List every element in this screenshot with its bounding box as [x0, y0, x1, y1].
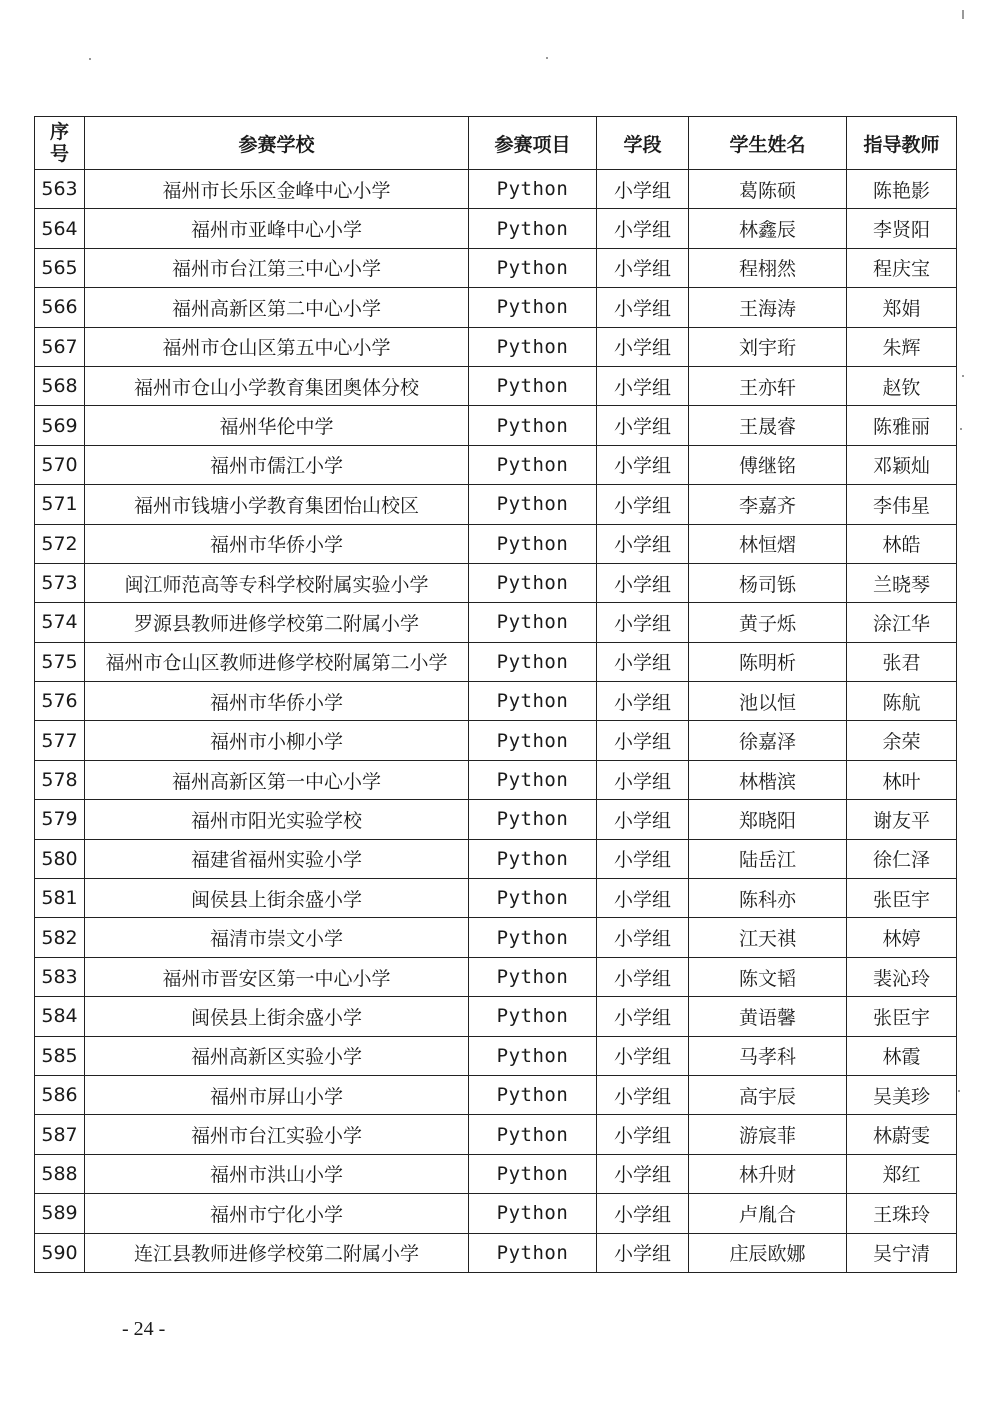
cell-project: Python — [469, 248, 597, 287]
table-row — [35, 563, 957, 602]
cell-student: 傅继铭 — [689, 445, 847, 484]
cell-student: 高宇辰 — [689, 1075, 847, 1114]
cell-teacher: 吴美珍 — [847, 1075, 957, 1114]
header-teacher: 指导教师 — [847, 117, 957, 170]
cell-seq: 578 — [35, 760, 85, 799]
cell-teacher: 张臣宇 — [847, 997, 957, 1036]
cell-project: Python — [469, 524, 597, 563]
cell-stage: 小学组 — [597, 563, 689, 602]
table-row — [35, 603, 957, 642]
cell-school: 福州高新区第一中心小学 — [85, 760, 469, 799]
cell-teacher: 林婷 — [847, 918, 957, 957]
cell-project: Python — [469, 485, 597, 524]
cell-school: 福州市台江第三中心小学 — [85, 248, 469, 287]
cell-project: Python — [469, 682, 597, 721]
cell-stage: 小学组 — [597, 406, 689, 445]
cell-seq: 575 — [35, 642, 85, 681]
table-row — [35, 1233, 957, 1272]
cell-stage: 小学组 — [597, 170, 689, 209]
cell-school: 福州市华侨小学 — [85, 524, 469, 563]
cell-student: 江天祺 — [689, 918, 847, 957]
cell-school: 福州高新区第二中心小学 — [85, 288, 469, 327]
cell-project: Python — [469, 839, 597, 878]
cell-teacher: 赵钦 — [847, 366, 957, 405]
table-row — [35, 209, 957, 248]
cell-school: 福州市晋安区第一中心小学 — [85, 957, 469, 996]
table-row — [35, 1115, 957, 1154]
table-row — [35, 485, 957, 524]
cell-student: 陈文韬 — [689, 957, 847, 996]
cell-stage: 小学组 — [597, 524, 689, 563]
cell-teacher: 涂江华 — [847, 603, 957, 642]
cell-student: 王亦轩 — [689, 366, 847, 405]
cell-project: Python — [469, 1233, 597, 1272]
cell-seq: 565 — [35, 248, 85, 287]
table-row — [35, 682, 957, 721]
table-row — [35, 524, 957, 563]
cell-school: 福州市仓山区教师进修学校附属第二小学 — [85, 642, 469, 681]
cell-seq: 583 — [35, 957, 85, 996]
cell-student: 陈科亦 — [689, 879, 847, 918]
cell-project: Python — [469, 288, 597, 327]
cell-student: 游宸菲 — [689, 1115, 847, 1154]
table-body — [35, 170, 957, 1273]
table-row — [35, 918, 957, 957]
cell-student: 林升财 — [689, 1154, 847, 1193]
header-student: 学生姓名 — [689, 117, 847, 170]
scan-speck — [960, 428, 962, 430]
cell-seq: 574 — [35, 603, 85, 642]
cell-school: 福州市长乐区金峰中心小学 — [85, 170, 469, 209]
cell-school: 福州市仓山小学教育集团奥体分校 — [85, 366, 469, 405]
cell-school: 福建省福州实验小学 — [85, 839, 469, 878]
table-row — [35, 839, 957, 878]
cell-school: 福州市屏山小学 — [85, 1075, 469, 1114]
cell-stage: 小学组 — [597, 1036, 689, 1075]
header-stage: 学段 — [597, 117, 689, 170]
cell-school: 福州市华侨小学 — [85, 682, 469, 721]
header-project: 参赛项目 — [469, 117, 597, 170]
cell-teacher: 徐仁泽 — [847, 839, 957, 878]
cell-teacher: 陈航 — [847, 682, 957, 721]
cell-seq: 576 — [35, 682, 85, 721]
cell-stage: 小学组 — [597, 1154, 689, 1193]
cell-project: Python — [469, 721, 597, 760]
table-row — [35, 366, 957, 405]
table-row — [35, 248, 957, 287]
cell-seq: 579 — [35, 800, 85, 839]
cell-seq: 567 — [35, 327, 85, 366]
scan-speck — [962, 375, 964, 377]
cell-stage: 小学组 — [597, 288, 689, 327]
cell-teacher: 谢友平 — [847, 800, 957, 839]
cell-seq: 588 — [35, 1154, 85, 1193]
cell-stage: 小学组 — [597, 918, 689, 957]
table-row — [35, 1036, 957, 1075]
cell-school: 闽侯县上街余盛小学 — [85, 879, 469, 918]
cell-stage: 小学组 — [597, 839, 689, 878]
cell-student: 陈明析 — [689, 642, 847, 681]
table-row — [35, 445, 957, 484]
cell-school: 罗源县教师进修学校第二附属小学 — [85, 603, 469, 642]
cell-teacher: 裴沁玲 — [847, 957, 957, 996]
cell-stage: 小学组 — [597, 209, 689, 248]
cell-school: 福州市宁化小学 — [85, 1194, 469, 1233]
cell-project: Python — [469, 563, 597, 602]
header-seq-line1: 序 — [49, 121, 69, 143]
cell-seq: 587 — [35, 1115, 85, 1154]
cell-school: 福州市阳光实验学校 — [85, 800, 469, 839]
header-row — [35, 117, 957, 170]
cell-teacher: 程庆宝 — [847, 248, 957, 287]
cell-stage: 小学组 — [597, 997, 689, 1036]
cell-seq: 570 — [35, 445, 85, 484]
cell-project: Python — [469, 760, 597, 799]
cell-student: 黄语馨 — [689, 997, 847, 1036]
cell-school: 福州市亚峰中心小学 — [85, 209, 469, 248]
cell-student: 池以恒 — [689, 682, 847, 721]
cell-project: Python — [469, 406, 597, 445]
cell-project: Python — [469, 957, 597, 996]
cell-teacher: 张臣宇 — [847, 879, 957, 918]
cell-project: Python — [469, 366, 597, 405]
cell-student: 庄辰欧娜 — [689, 1233, 847, 1272]
cell-teacher: 陈雅丽 — [847, 406, 957, 445]
cell-teacher: 郑红 — [847, 1154, 957, 1193]
cell-seq: 568 — [35, 366, 85, 405]
table-row — [35, 760, 957, 799]
cell-seq: 573 — [35, 563, 85, 602]
cell-school: 闽江师范高等专科学校附属实验小学 — [85, 563, 469, 602]
cell-student: 刘宇珩 — [689, 327, 847, 366]
cell-project: Python — [469, 603, 597, 642]
cell-school: 福州市洪山小学 — [85, 1154, 469, 1193]
cell-project: Python — [469, 209, 597, 248]
cell-project: Python — [469, 1194, 597, 1233]
table-row — [35, 957, 957, 996]
cell-stage: 小学组 — [597, 1233, 689, 1272]
cell-student: 陆岳江 — [689, 839, 847, 878]
cell-student: 徐嘉泽 — [689, 721, 847, 760]
cell-project: Python — [469, 1154, 597, 1193]
cell-teacher: 王珠玲 — [847, 1194, 957, 1233]
cell-student: 王海涛 — [689, 288, 847, 327]
cell-stage: 小学组 — [597, 800, 689, 839]
table-row — [35, 288, 957, 327]
cell-school: 连江县教师进修学校第二附属小学 — [85, 1233, 469, 1272]
cell-teacher: 林蔚雯 — [847, 1115, 957, 1154]
cell-student: 杨司铄 — [689, 563, 847, 602]
cell-seq: 582 — [35, 918, 85, 957]
scan-edge-mark — [962, 10, 964, 19]
cell-stage: 小学组 — [597, 1115, 689, 1154]
cell-seq: 589 — [35, 1194, 85, 1233]
table-row — [35, 642, 957, 681]
cell-stage: 小学组 — [597, 1075, 689, 1114]
cell-stage: 小学组 — [597, 642, 689, 681]
table-row — [35, 327, 957, 366]
cell-student: 王晟睿 — [689, 406, 847, 445]
cell-stage: 小学组 — [597, 760, 689, 799]
cell-seq: 586 — [35, 1075, 85, 1114]
scan-speck — [89, 58, 91, 60]
cell-stage: 小学组 — [597, 485, 689, 524]
cell-seq: 584 — [35, 997, 85, 1036]
cell-project: Python — [469, 445, 597, 484]
cell-seq: 580 — [35, 839, 85, 878]
cell-project: Python — [469, 327, 597, 366]
cell-teacher: 兰晓琴 — [847, 563, 957, 602]
cell-stage: 小学组 — [597, 879, 689, 918]
cell-school: 福州市仓山区第五中心小学 — [85, 327, 469, 366]
cell-student: 郑晓阳 — [689, 800, 847, 839]
cell-teacher: 林皓 — [847, 524, 957, 563]
cell-stage: 小学组 — [597, 603, 689, 642]
cell-school: 闽侯县上街余盛小学 — [85, 997, 469, 1036]
table-row — [35, 721, 957, 760]
cell-project: Python — [469, 918, 597, 957]
cell-teacher: 吴宁清 — [847, 1233, 957, 1272]
cell-school: 福州华伦中学 — [85, 406, 469, 445]
cell-seq: 569 — [35, 406, 85, 445]
cell-stage: 小学组 — [597, 1194, 689, 1233]
cell-teacher: 林叶 — [847, 760, 957, 799]
table-row — [35, 1194, 957, 1233]
cell-teacher: 邓颖灿 — [847, 445, 957, 484]
table-row — [35, 406, 957, 445]
cell-stage: 小学组 — [597, 957, 689, 996]
cell-seq: 563 — [35, 170, 85, 209]
cell-teacher: 李伟星 — [847, 485, 957, 524]
cell-school: 福州市儒江小学 — [85, 445, 469, 484]
cell-project: Python — [469, 800, 597, 839]
cell-project: Python — [469, 642, 597, 681]
cell-school: 福州市小柳小学 — [85, 721, 469, 760]
cell-project: Python — [469, 1036, 597, 1075]
cell-teacher: 郑娟 — [847, 288, 957, 327]
table-row — [35, 1154, 957, 1193]
cell-student: 马孝科 — [689, 1036, 847, 1075]
cell-stage: 小学组 — [597, 327, 689, 366]
page-number: - 24 - — [122, 1318, 166, 1340]
cell-stage: 小学组 — [597, 721, 689, 760]
cell-student: 林鑫辰 — [689, 209, 847, 248]
header-school: 参赛学校 — [85, 117, 469, 170]
cell-school: 福州市台江实验小学 — [85, 1115, 469, 1154]
cell-school: 福州高新区实验小学 — [85, 1036, 469, 1075]
cell-stage: 小学组 — [597, 248, 689, 287]
cell-teacher: 张君 — [847, 642, 957, 681]
cell-school: 福州市钱塘小学教育集团怡山校区 — [85, 485, 469, 524]
cell-student: 黄子烁 — [689, 603, 847, 642]
cell-project: Python — [469, 997, 597, 1036]
cell-teacher: 余荣 — [847, 721, 957, 760]
table-row — [35, 879, 957, 918]
cell-seq: 566 — [35, 288, 85, 327]
results-table — [34, 116, 957, 1273]
cell-student: 李嘉齐 — [689, 485, 847, 524]
table-row — [35, 997, 957, 1036]
cell-seq: 590 — [35, 1233, 85, 1272]
header-seq-line2: 号 — [49, 143, 69, 165]
cell-teacher: 林霞 — [847, 1036, 957, 1075]
cell-project: Python — [469, 1075, 597, 1114]
table-row — [35, 1075, 957, 1114]
cell-student: 卢胤合 — [689, 1194, 847, 1233]
cell-teacher: 陈艳影 — [847, 170, 957, 209]
cell-project: Python — [469, 1115, 597, 1154]
scan-speck — [958, 1090, 960, 1092]
table-row — [35, 800, 957, 839]
cell-seq: 571 — [35, 485, 85, 524]
cell-student: 葛陈硕 — [689, 170, 847, 209]
cell-teacher: 朱辉 — [847, 327, 957, 366]
cell-project: Python — [469, 879, 597, 918]
table-row — [35, 170, 957, 209]
cell-seq: 577 — [35, 721, 85, 760]
cell-teacher: 李贤阳 — [847, 209, 957, 248]
cell-project: Python — [469, 170, 597, 209]
cell-seq: 581 — [35, 879, 85, 918]
cell-student: 林楷滨 — [689, 760, 847, 799]
cell-seq: 585 — [35, 1036, 85, 1075]
cell-seq: 572 — [35, 524, 85, 563]
cell-seq: 564 — [35, 209, 85, 248]
cell-stage: 小学组 — [597, 445, 689, 484]
table-header — [35, 117, 957, 170]
cell-stage: 小学组 — [597, 366, 689, 405]
cell-student: 林恒熠 — [689, 524, 847, 563]
cell-school: 福清市崇文小学 — [85, 918, 469, 957]
cell-student: 程栩然 — [689, 248, 847, 287]
cell-stage: 小学组 — [597, 682, 689, 721]
scan-speck — [546, 57, 548, 59]
header-seq — [35, 117, 85, 170]
